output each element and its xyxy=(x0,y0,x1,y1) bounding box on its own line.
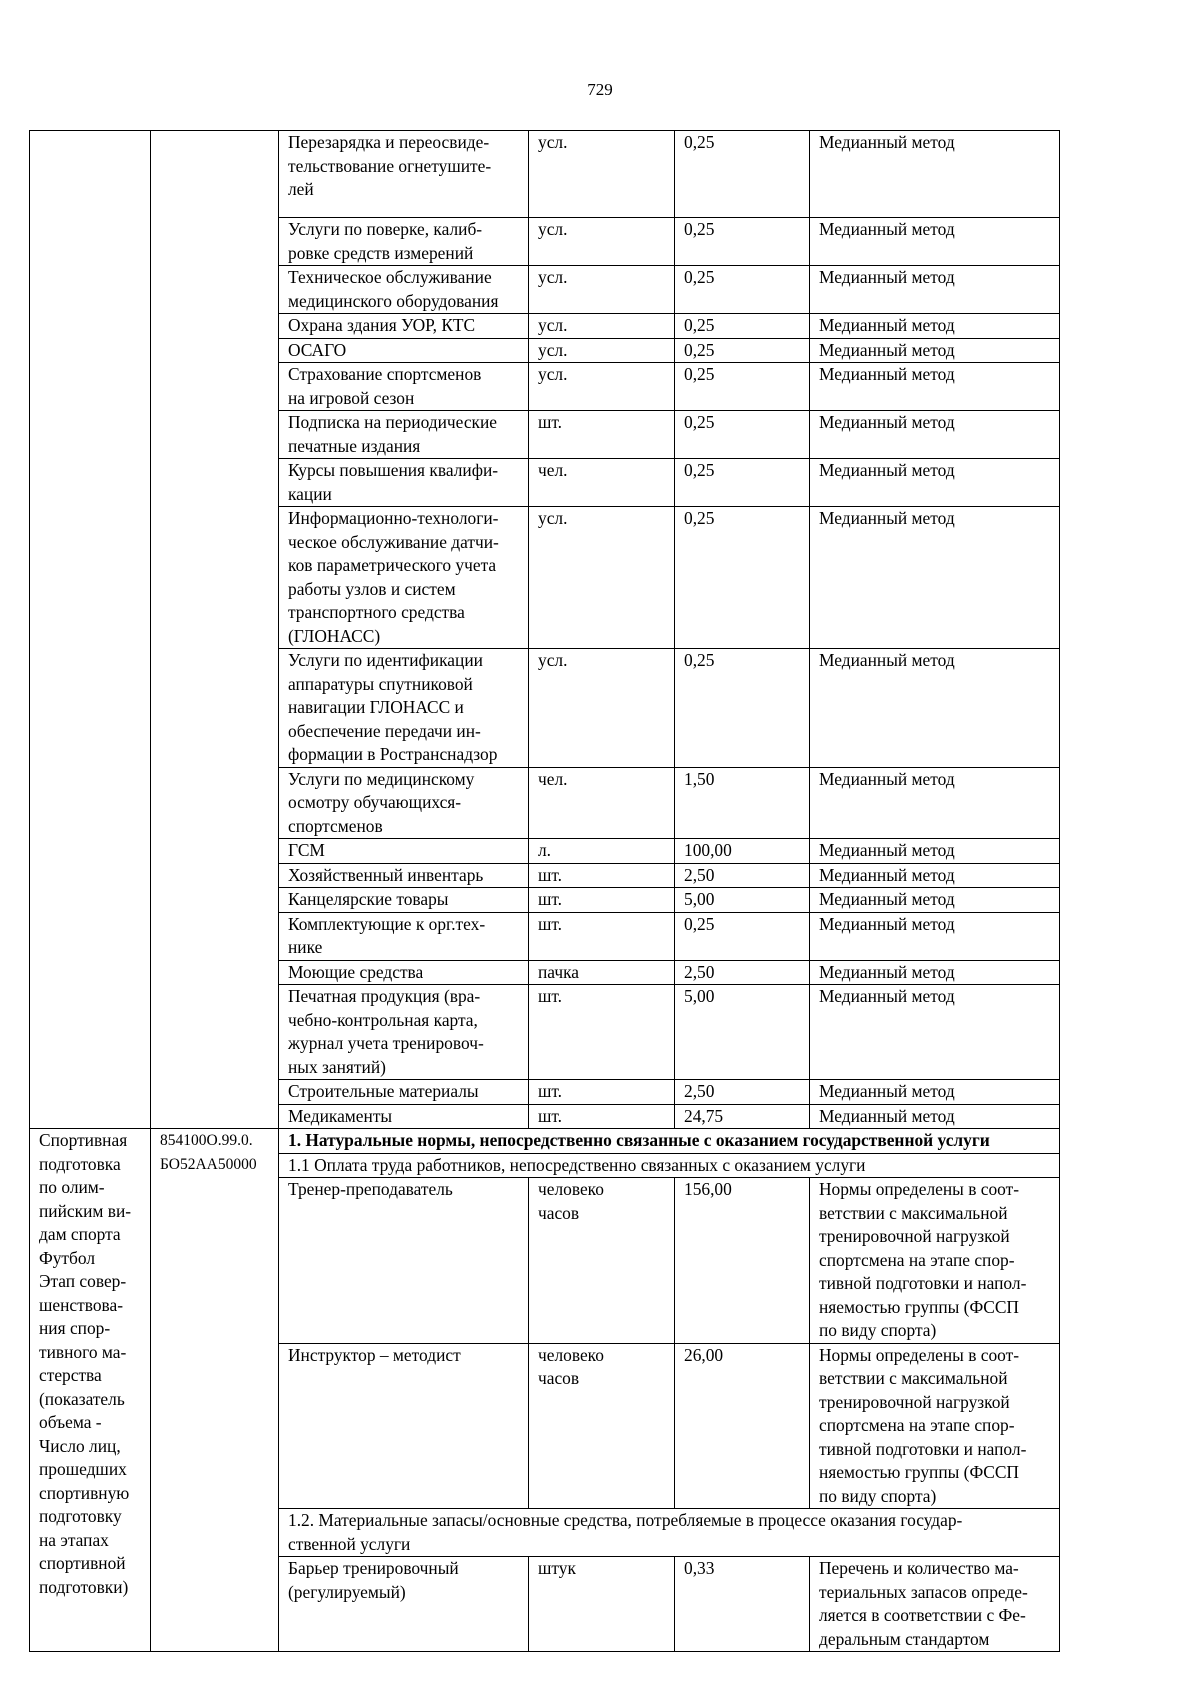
value-cell: 0,33 xyxy=(675,1557,810,1652)
method-cell: Перечень и количество ма- териальных запасов опреде- ляется в соответствии с Фе- деральным стандартом xyxy=(810,1557,1060,1652)
page-number: 729 xyxy=(587,80,613,99)
value-cell: 0,25 xyxy=(675,314,810,339)
norm-name-cell: Информационно-технологи- ческое обслуживание датчи- ков параметрического учета работы узлов и систем транспортного средства (ГЛОНАСС) xyxy=(279,507,529,649)
norm-name-cell: Строительные материалы xyxy=(279,1080,529,1105)
unit-cell: человеко часов xyxy=(529,1343,675,1509)
norm-name-cell: Услуги по медицинскому осмотру обучающихся- спортсменов xyxy=(279,767,529,839)
method-cell: Медианный метод xyxy=(810,985,1060,1080)
unit-cell: чел. xyxy=(529,767,675,839)
unit-cell: шт. xyxy=(529,985,675,1080)
value-cell: 5,00 xyxy=(675,888,810,913)
value-cell: 0,25 xyxy=(675,131,810,218)
unit-cell: шт. xyxy=(529,863,675,888)
norm-name-cell: Тренер-преподаватель xyxy=(279,1178,529,1344)
section-1-1-heading: 1.1 Оплата труда работников, непосредственно связанных с оказанием услуги xyxy=(279,1153,1060,1178)
value-cell: 0,25 xyxy=(675,649,810,768)
value-cell: 1,50 xyxy=(675,767,810,839)
norm-name-cell: Медикаменты xyxy=(279,1104,529,1129)
norm-name-cell: Охрана здания УОР, КТС xyxy=(279,314,529,339)
unit-cell: усл. xyxy=(529,507,675,649)
norms-table-body xyxy=(30,131,1060,1652)
norm-name-cell: Техническое обслуживание медицинского оборудования xyxy=(279,266,529,314)
method-cell: Медианный метод xyxy=(810,131,1060,218)
norm-name-cell: Печатная продукция (вра- чебно-контрольная карта, журнал учета тренировоч- ных занятий) xyxy=(279,985,529,1080)
unit-cell: шт. xyxy=(529,912,675,960)
norm-name-cell: Канцелярские товары xyxy=(279,888,529,913)
value-cell: 0,25 xyxy=(675,507,810,649)
service-name-cell-empty xyxy=(30,131,151,1129)
value-cell: 0,25 xyxy=(675,266,810,314)
method-cell: Медианный метод xyxy=(810,218,1060,266)
unit-cell: усл. xyxy=(529,363,675,411)
norm-name-cell: Подписка на периодические печатные издания xyxy=(279,411,529,459)
value-cell: 5,00 xyxy=(675,985,810,1080)
unit-cell: усл. xyxy=(529,338,675,363)
unit-cell: штук xyxy=(529,1557,675,1652)
value-cell: 0,25 xyxy=(675,338,810,363)
norm-name-cell: Хозяйственный инвентарь xyxy=(279,863,529,888)
norm-name-cell: Услуги по идентификации аппаратуры спутниковой навигации ГЛОНАСС и обеспечение передачи ин- формации в Ространснадзор xyxy=(279,649,529,768)
unit-cell: усл. xyxy=(529,131,675,218)
norm-name-cell: Инструктор – методист xyxy=(279,1343,529,1509)
unit-cell: чел. xyxy=(529,459,675,507)
unit-cell: человеко часов xyxy=(529,1178,675,1344)
value-cell: 0,25 xyxy=(675,912,810,960)
value-cell: 2,50 xyxy=(675,960,810,985)
method-cell: Медианный метод xyxy=(810,863,1060,888)
value-cell: 0,25 xyxy=(675,363,810,411)
method-cell: Медианный метод xyxy=(810,266,1060,314)
norm-name-cell: Перезарядка и переосвиде- тельствование огнетушите- лей xyxy=(279,131,529,218)
unit-cell: усл. xyxy=(529,218,675,266)
method-cell: Медианный метод xyxy=(810,888,1060,913)
table-row xyxy=(30,131,1060,218)
unit-cell: пачка xyxy=(529,960,675,985)
method-cell: Медианный метод xyxy=(810,960,1060,985)
value-cell: 26,00 xyxy=(675,1343,810,1509)
value-cell: 0,25 xyxy=(675,218,810,266)
method-cell: Медианный метод xyxy=(810,507,1060,649)
method-cell: Медианный метод xyxy=(810,314,1060,339)
section-1-2-heading: 1.2. Материальные запасы/основные средства, потребляемые в процессе оказания государ- ственной услуги xyxy=(279,1509,1060,1557)
method-cell: Медианный метод xyxy=(810,363,1060,411)
method-cell: Медианный метод xyxy=(810,338,1060,363)
norm-name-cell: ОСАГО xyxy=(279,338,529,363)
value-cell: 2,50 xyxy=(675,863,810,888)
unit-cell: шт. xyxy=(529,411,675,459)
norm-name-cell: Курсы повышения квалифи- кации xyxy=(279,459,529,507)
method-cell: Медианный метод xyxy=(810,912,1060,960)
value-cell: 156,00 xyxy=(675,1178,810,1344)
method-cell: Медианный метод xyxy=(810,1080,1060,1105)
norm-name-cell: Услуги по поверке, калиб- ровке средств измерений xyxy=(279,218,529,266)
method-cell: Медианный метод xyxy=(810,411,1060,459)
unit-cell: усл. xyxy=(529,314,675,339)
method-cell: Нормы определены в соот- ветствии с максимальной тренировочной нагрузкой спортсмена на этапе спор- тивной подготовки и напол- няемостью группы (ФССП по виду спорта) xyxy=(810,1178,1060,1344)
unit-cell: л. xyxy=(529,839,675,864)
value-cell: 2,50 xyxy=(675,1080,810,1105)
unit-cell: усл. xyxy=(529,266,675,314)
method-cell: Медианный метод xyxy=(810,767,1060,839)
service-code-cell: 854100О.99.0. БО52АА50000 xyxy=(151,1129,279,1652)
table-row xyxy=(30,1129,1060,1154)
norm-name-cell: Комплектующие к орг.тех- нике xyxy=(279,912,529,960)
unit-cell: шт. xyxy=(529,1080,675,1105)
norm-name-cell: Моющие средства xyxy=(279,960,529,985)
value-cell: 0,25 xyxy=(675,459,810,507)
service-code-cell-empty xyxy=(151,131,279,1129)
method-cell: Медианный метод xyxy=(810,839,1060,864)
norm-name-cell: Страхование спортсменов на игровой сезон xyxy=(279,363,529,411)
method-cell: Медианный метод xyxy=(810,649,1060,768)
section-1-heading: 1. Натуральные нормы, непосредственно связанные с оказанием государственной услуги xyxy=(279,1129,1060,1154)
unit-cell: усл. xyxy=(529,649,675,768)
method-cell: Медианный метод xyxy=(810,459,1060,507)
method-cell: Нормы определены в соот- ветствии с максимальной тренировочной нагрузкой спортсмена на этапе спор- тивной подготовки и напол- няемостью группы (ФССП по виду спорта) xyxy=(810,1343,1060,1509)
unit-cell: шт. xyxy=(529,1104,675,1129)
norm-name-cell: Барьер тренировочный (регулируемый) xyxy=(279,1557,529,1652)
norm-name-cell: ГСМ xyxy=(279,839,529,864)
value-cell: 0,25 xyxy=(675,411,810,459)
norms-table xyxy=(29,130,1060,1652)
method-cell: Медианный метод xyxy=(810,1104,1060,1129)
service-name-cell: Спортивная подготовка по олим- пийским ви- дам спорта Футбол Этап совер- шенствова- ния спор- тивного ма- стерства (показатель объема - Число лиц, прошедших спортивную подготовку на этапах спортивной подготовки) xyxy=(30,1129,151,1652)
value-cell: 24,75 xyxy=(675,1104,810,1129)
value-cell: 100,00 xyxy=(675,839,810,864)
unit-cell: шт. xyxy=(529,888,675,913)
